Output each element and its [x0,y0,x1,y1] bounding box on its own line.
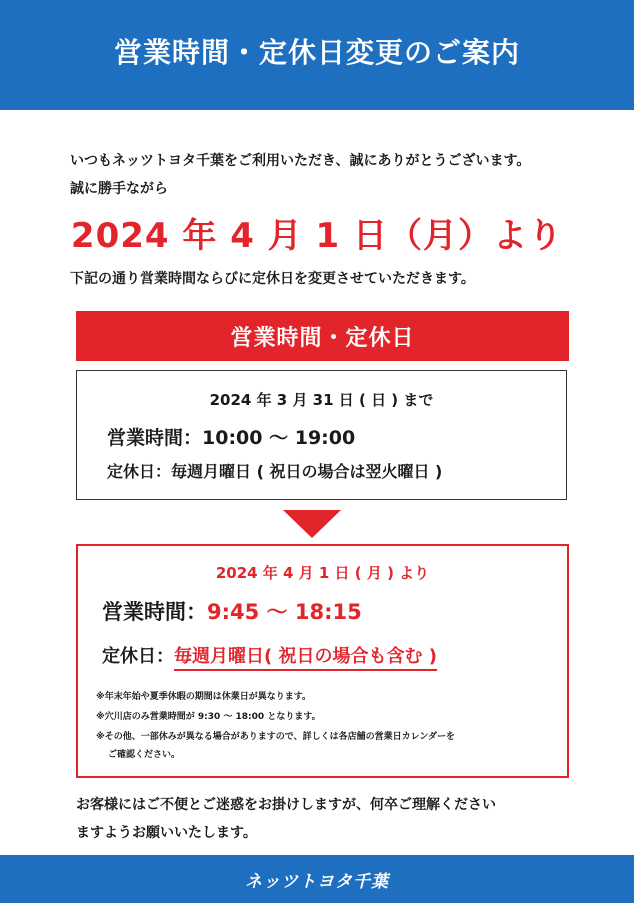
old-schedule-period: 2024 年 3 月 31 日 ( 日 ) まで [209,391,434,409]
brand-logo: ネッツトヨタ千葉 [245,871,389,892]
new-schedule-period: 2024 年 4 月 1 日 ( 月 ) より [215,564,430,582]
closing-message: お客様にはご不便とご迷惑をお掛けしますが、何卒ご理解ください [76,797,496,813]
down-arrow-icon [283,510,341,538]
footer-banner [0,855,634,903]
old-hours-row [107,423,355,450]
section-title-bar [76,311,569,361]
page-title: 営業時間・定休日変更のご案内 [113,36,520,69]
header-banner [0,0,634,110]
intro-apology: 誠に勝手ながら [70,181,168,197]
new-hours-label: 営業時間： [102,600,207,624]
note-item: ※その他、一部休みが異なる場合がありますので、詳しくは各店舗の営業日カレンダーを [96,732,455,742]
old-hours-label: 営業時間： [107,427,203,449]
old-holiday-row [107,459,442,482]
new-holiday-label: 定休日： [102,646,174,667]
old-holiday-label: 定休日： [107,462,172,481]
new-hours-row [102,596,362,626]
new-holiday-row [102,642,437,668]
note-item: ※年末年始や夏季休暇の期間は休業日が異なります。 [96,692,312,702]
new-holiday-note: ( 祝日の場合も含む ) [264,646,437,671]
closing-message: ますようお願いいたします。 [76,825,257,841]
note-item: ※穴川店のみ営業時間が 9:30 ～ 18:00 となります。 [96,712,321,722]
note-item: ご確認ください。 [108,750,181,760]
new-hours-value: 9:45 ～ 18:15 [207,600,362,624]
intro-change-notice: 下記の通り営業時間ならびに定休日を変更させていただきます。 [70,271,475,287]
new-schedule-box [76,544,569,778]
old-hours-value: 10:00 ～ 19:00 [202,427,356,449]
effective-date: 2024 年 4 月 1 日（月）より [70,216,564,256]
old-schedule-box [76,370,567,500]
section-title: 営業時間・定休日 [230,325,415,351]
new-holiday-value: 毎週月曜日 [174,646,264,671]
intro-greeting: いつもネッツトヨタ千葉をご利用いただき、誠にありがとうございます。 [70,153,531,169]
old-holiday-value: 毎週月曜日 ( 祝日の場合は翌火曜日 ) [171,462,443,481]
